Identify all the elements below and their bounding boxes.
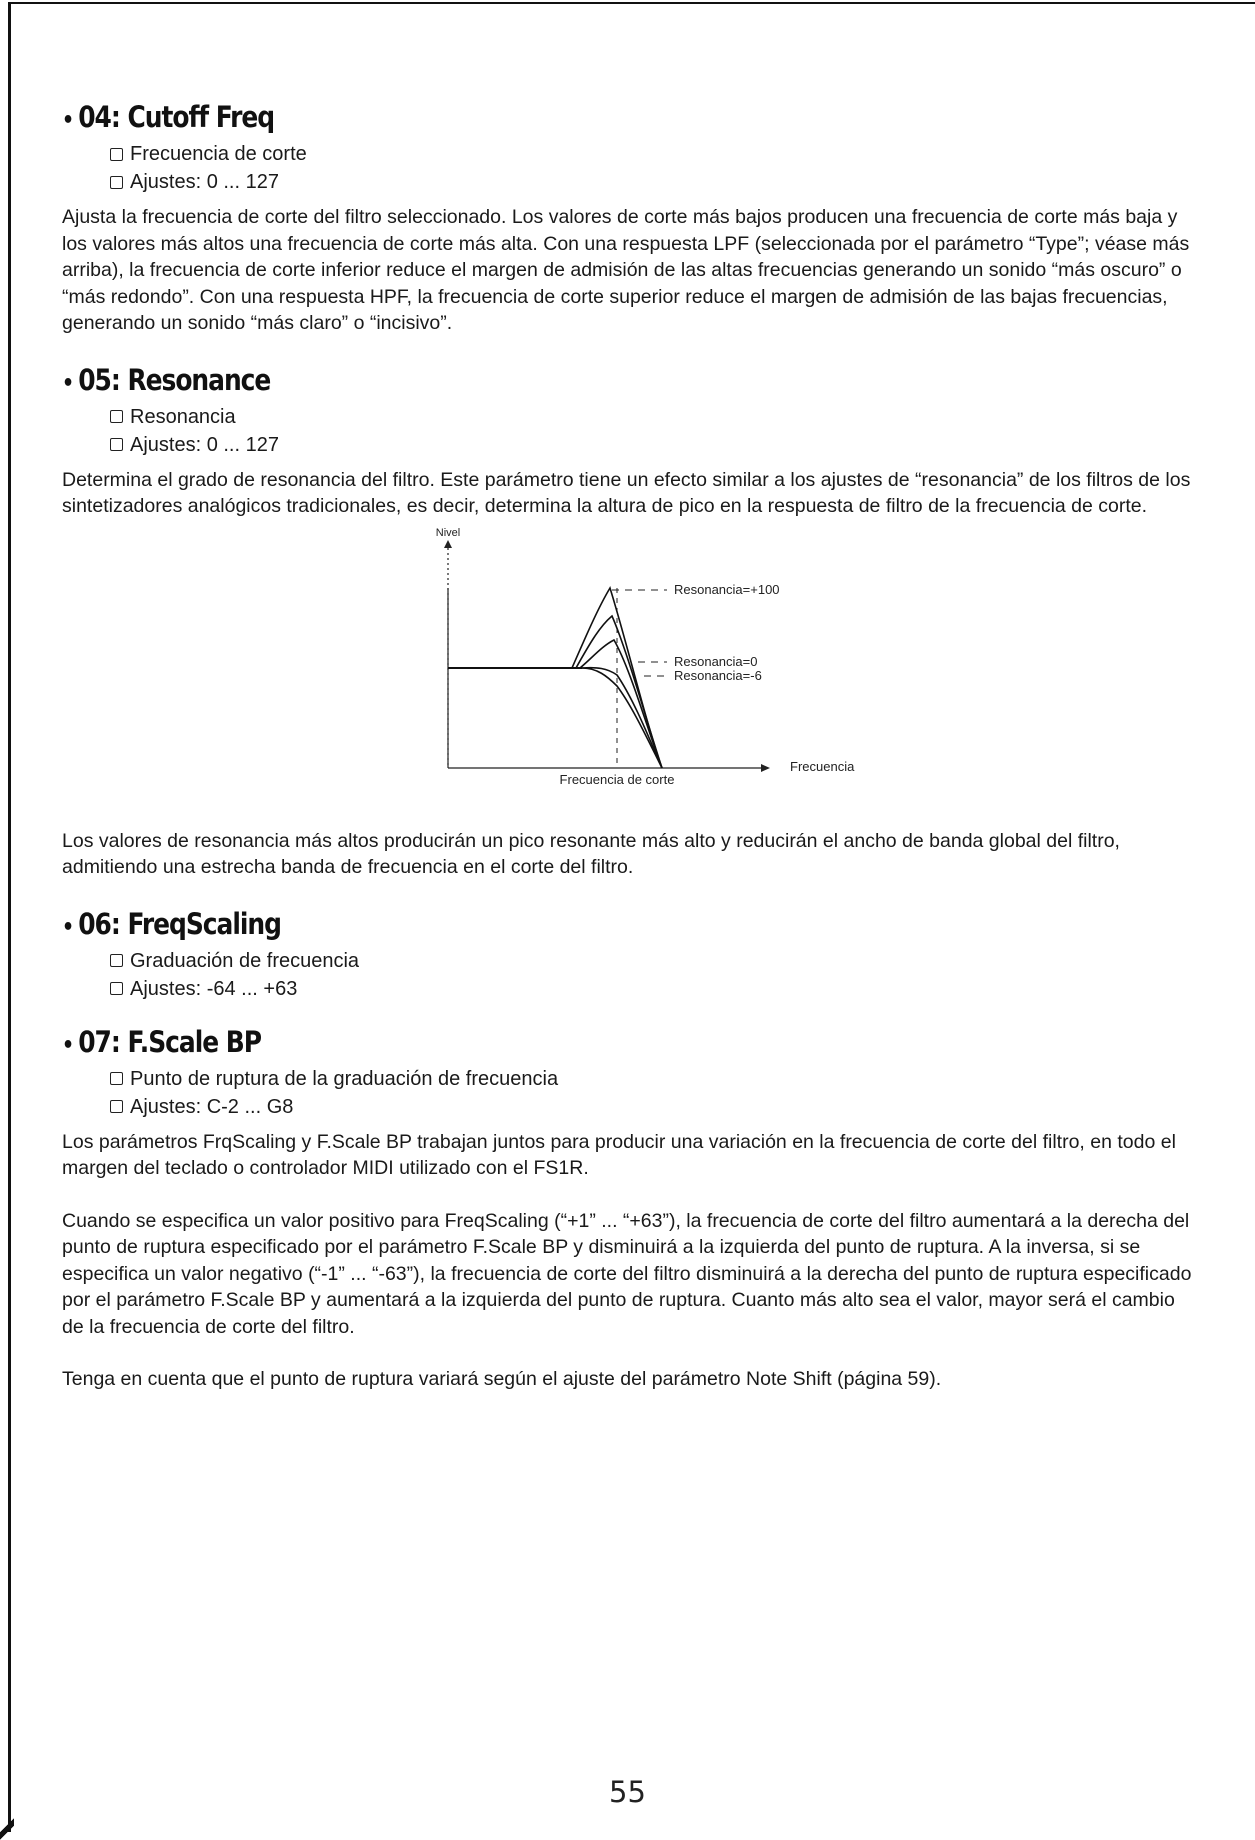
subtitle: Frecuencia de corte: [110, 140, 1192, 168]
paragraph: Cuando se especifica un valor positivo para FreqScaling (“+1” ... “+63”), la frecuencia de corte del filtro aumentará a la derecha del punto de ruptura especificado por el parámetro F.Scale BP y disminuirá a la izquierda del punto de ruptura. A la inversa, si se especifica un valor negativo (“-1” ... “-63”), la frecuencia de corte del filtro disminuirá a la derecha del punto de ruptura especificado por el parámetro F.Scale BP y aumentará a la izquierda del punto de ruptura. Cuanto más alto sea el valor, mayor será el cambio de la frecuencia de corte del filtro.: [62, 1209, 1192, 1338]
section-title: • 04: Cutoff Freq: [62, 100, 275, 134]
page-border-corner: [0, 1818, 14, 1840]
page-border-left: [8, 2, 11, 1832]
checkbox-icon: [110, 982, 123, 995]
paragraph: Determina el grado de resonancia del filtro. Este parámetro tiene un efecto similar a los ajustes de “resonancia” de los filtros de los sintetizadores analógicos tradicionales, es decir, determina la altura de pico en la respuesta de filtro de la frecuencia de corte.: [62, 468, 1191, 517]
x-axis-arrow-icon: [761, 764, 770, 772]
settings: Ajustes: 0 ... 127: [110, 431, 1192, 459]
page-border-top: [8, 2, 1255, 4]
series-line-res-0: [582, 667, 662, 767]
subtitle: Punto de ruptura de la graduación de frecuencia: [110, 1065, 1192, 1093]
x-axis-label: Frecuencia: [790, 758, 855, 774]
subtitle: Graduación de frecuencia: [110, 947, 1192, 975]
y-axis-arrow-icon: [444, 540, 452, 548]
checkbox-icon: [110, 148, 123, 161]
section-title: • 07: F.Scale BP: [62, 1024, 262, 1059]
series-line-mid-2: [576, 616, 662, 768]
settings: Ajustes: 0 ... 127: [110, 168, 1192, 196]
page-number: 55: [609, 1775, 646, 1809]
section-title: • 05: Resonance: [62, 362, 271, 397]
section-cutoff-freq: [62, 100, 1192, 337]
checkbox-icon: [110, 410, 123, 423]
section-resonance: [62, 363, 1192, 881]
checkbox-icon: [110, 1072, 123, 1085]
resonance-chart-svg: [62, 528, 1192, 818]
series-label-res-0: Resonancia=0: [674, 653, 758, 669]
series-line-mid-1: [580, 640, 662, 768]
settings: Ajustes: -64 ... +63: [110, 975, 1192, 1003]
resonance-chart: [62, 528, 1192, 818]
paragraph: Tenga en cuenta que el punto de ruptura variará según el ajuste del parámetro Note Shift (página 59).: [62, 1368, 942, 1390]
checkbox-icon: [110, 954, 123, 967]
section-title: • 06: FreqScaling: [62, 906, 281, 941]
paragraph: Ajusta la frecuencia de corte del filtro seleccionado. Los valores de corte más bajos producen una frecuencia de corte más baja y los valores más altos una frecuencia de corte más alta. Con una respuesta LPF (seleccionada por el parámetro “Type”; véase más arriba), la frecuencia de corte inferior reduce el margen de admisión de las altas frecuencias generando un sonido “más oscuro” o “más redondo”. Con una respuesta HPF, la frecuencia de corte superior reduce el margen de admisión de las bajas frecuencias, generando un sonido “más claro” o “incisivo”.: [62, 206, 1190, 334]
checkbox-icon: [110, 438, 123, 451]
paragraph: Los parámetros FrqScaling y F.Scale BP trabajan juntos para producir una variación en la frecuencia de corte del filtro, en todo el margen del teclado o controlador MIDI utilizado con el FS1R.: [62, 1130, 1176, 1179]
series-label-res+100: Resonancia=+100: [674, 581, 780, 597]
page-content: [62, 100, 1192, 1393]
paragraph: Los valores de resonancia más altos producirán un pico resonante más alto y reducirán el ancho de banda global del filtro, admitiendo una estrecha banda de frecuencia en el corte del filtro.: [62, 829, 1120, 878]
section-fscale-bp: [62, 1025, 1192, 1393]
checkbox-icon: [110, 176, 123, 189]
subtitle: Resonancia: [110, 403, 1192, 431]
series-label-res-6: Resonancia=-6: [674, 667, 762, 683]
section-freqscaling: [62, 907, 1192, 1003]
settings: Ajustes: C-2 ... G8: [110, 1093, 1192, 1121]
checkbox-icon: [110, 1100, 123, 1113]
y-axis-label: Nivel: [435, 527, 461, 539]
cutoff-label: Frecuencia de corte: [559, 771, 675, 787]
